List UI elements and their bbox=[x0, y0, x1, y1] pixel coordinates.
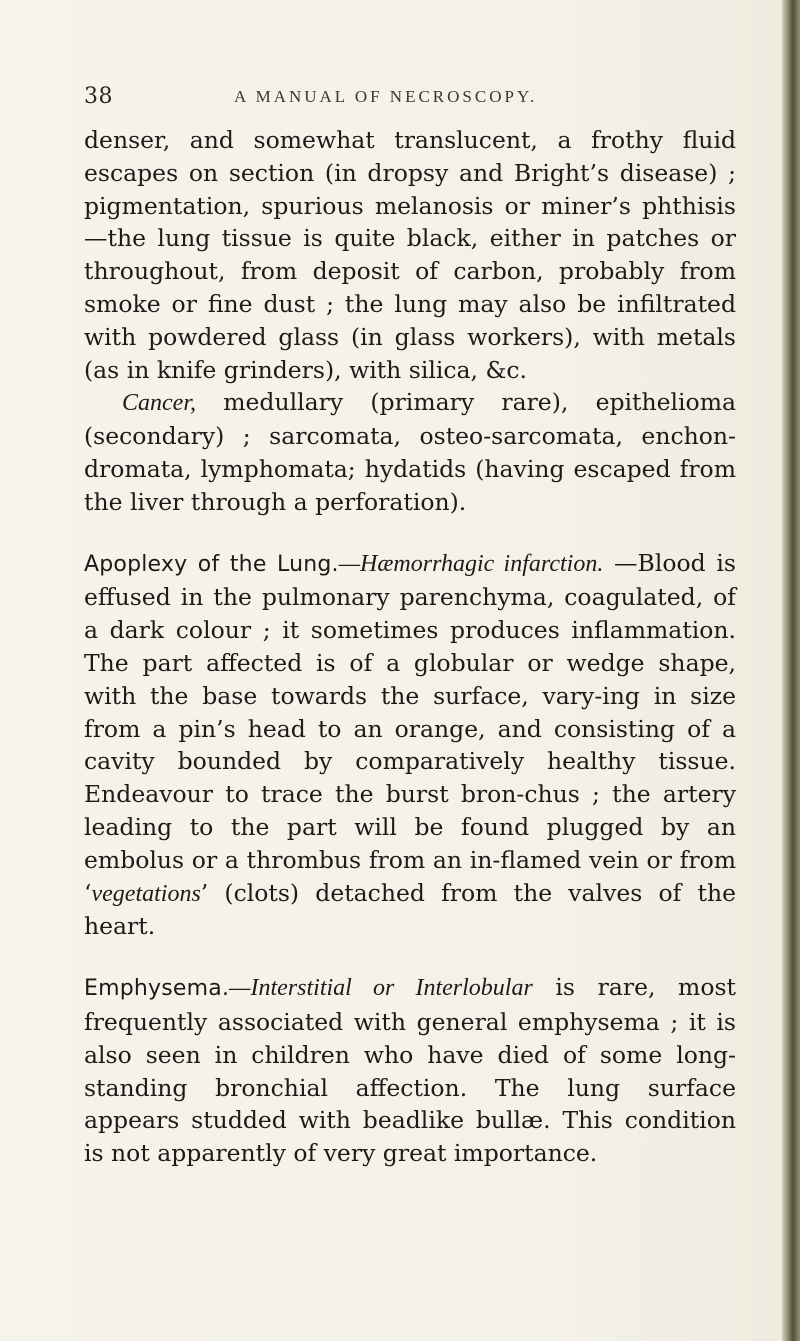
running-head: A MANUAL OF NECROSCOPY. bbox=[234, 87, 538, 106]
apoplexy-text-before: —Blood is effused in the pulmonary parenchyma, coagulated, of a dark colour ; it sometimes produces inflammation. The part affected is of a globular or wedge shape, with the base towards the surface, vary-ing in size from a pin’s head to an orange, and consisting of a cavity bounded by comparatively healthy tissue. Endeavour to trace the burst bron-chus ; the artery leading to the part will be found plugged by an embolus or a thrombus from an in-flamed vein or from ‘ bbox=[84, 548, 736, 907]
paragraph-gap bbox=[84, 519, 736, 547]
cancer-text: medullary (primary rare), epithelioma (secondary) ; sarcomata, osteo-sarcomata, enchon-dromata, lymphomata; hydatids (having escaped from the liver through a perforation). bbox=[84, 388, 736, 516]
emphysema-subtitle: —Interstitial or Interlobular bbox=[229, 975, 533, 1002]
emphysema-heading: Emphysema. bbox=[84, 976, 230, 1002]
paragraph-apoplexy bbox=[84, 547, 736, 944]
page-header bbox=[84, 84, 744, 116]
emphysema-text: is rare, most frequently associated with general emphysema ; it is also seen in children who have died of some long-standing bronchial affection. The lung surface appears studded with beadlike bullæ. This condition is not apparently of very great importance. bbox=[84, 973, 736, 1168]
page-body bbox=[84, 124, 736, 1170]
vegetations-term: vegetations bbox=[91, 880, 201, 907]
cancer-lead: Cancer, bbox=[122, 390, 196, 417]
paragraph-gap bbox=[84, 943, 736, 971]
apoplexy-text-after: ’ (clots) detached from the valves of the heart. bbox=[84, 878, 736, 941]
paragraph-lung-pigmentation: denser, and somewhat translucent, a frothy fluid escapes on section (in dropsy and Bright’s disease) ; pigmentation, spurious melanosis or miner’s phthisis —the lung tissue is quite black, either in patches or throughout, from deposit of carbon, probably from smoke or fine dust ; the lung may also be infiltrated with powdered glass (in glass workers), with metals (as in knife grinders), with silica, &c. bbox=[84, 126, 736, 384]
apoplexy-subtitle: —Hæmorrhagic infarction. bbox=[338, 550, 604, 577]
apoplexy-heading: Apoplexy of the Lung. bbox=[84, 551, 339, 577]
paragraph-cancer bbox=[84, 386, 736, 518]
page-binding-edge bbox=[782, 0, 800, 1341]
page-number: 38 bbox=[84, 84, 113, 109]
paragraph-emphysema bbox=[84, 971, 736, 1170]
